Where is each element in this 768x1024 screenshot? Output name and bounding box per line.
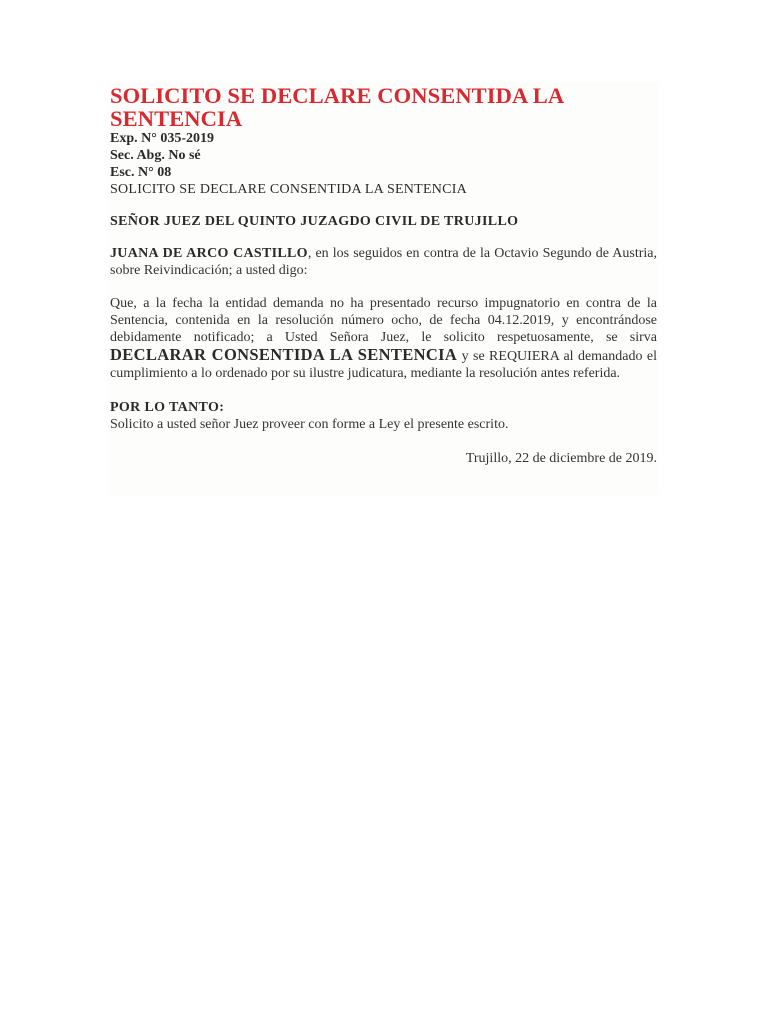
filing-number: Esc. N° 08 — [110, 165, 172, 180]
petitioner-name: JUANA DE ARCO CASTILLO — [110, 246, 308, 261]
request-paragraph — [110, 295, 657, 382]
secretary-line: Sec. Abg. No sé — [110, 148, 201, 163]
request-text-before: Que, a la fecha la entidad demanda no ha presentado recurso impugnatorio en contra de la Sentencia, contenida en la resolución número ocho, de fecha 04.12.2019, y encontrándose debidamente notificado; a Usted Señora Juez, le solicito respetuosamente, se sirva — [110, 296, 657, 345]
place-and-date: Trujillo, 22 de diciembre de 2019. — [465, 451, 657, 466]
addressee-line: SEÑOR JUEZ DEL QUINTO JUZAGDO CIVIL DE TRUJILLO — [110, 214, 519, 229]
intro-paragraph — [110, 245, 657, 279]
case-number: Exp. N° 035-2019 — [110, 131, 214, 146]
request-text-after: y se REQUIERA al demandado el cumplimiento a lo ordenado por su ilustre judicatura, mediante la resolución antes referida. — [110, 349, 657, 381]
closing-label: POR LO TANTO: — [110, 400, 225, 415]
subject-line: SOLICITO SE DECLARE CONSENTIDA LA SENTENCIA — [110, 182, 467, 197]
closing-text: Solicito a usted señor Juez proveer con forme a Ley el presente escrito. — [110, 417, 509, 432]
document-title: SOLICITO SE DECLARE CONSENTIDA LA SENTENCIA — [110, 83, 564, 131]
case-metadata — [110, 130, 657, 181]
intro-text: , en los seguidos en contra de la Octavio Segundo de Austria, sobre Reivindicación; a usted digo: — [110, 246, 657, 278]
request-emphasis: DECLARAR CONSENTIDA LA SENTENCIA — [110, 345, 458, 364]
document-body — [108, 82, 659, 495]
